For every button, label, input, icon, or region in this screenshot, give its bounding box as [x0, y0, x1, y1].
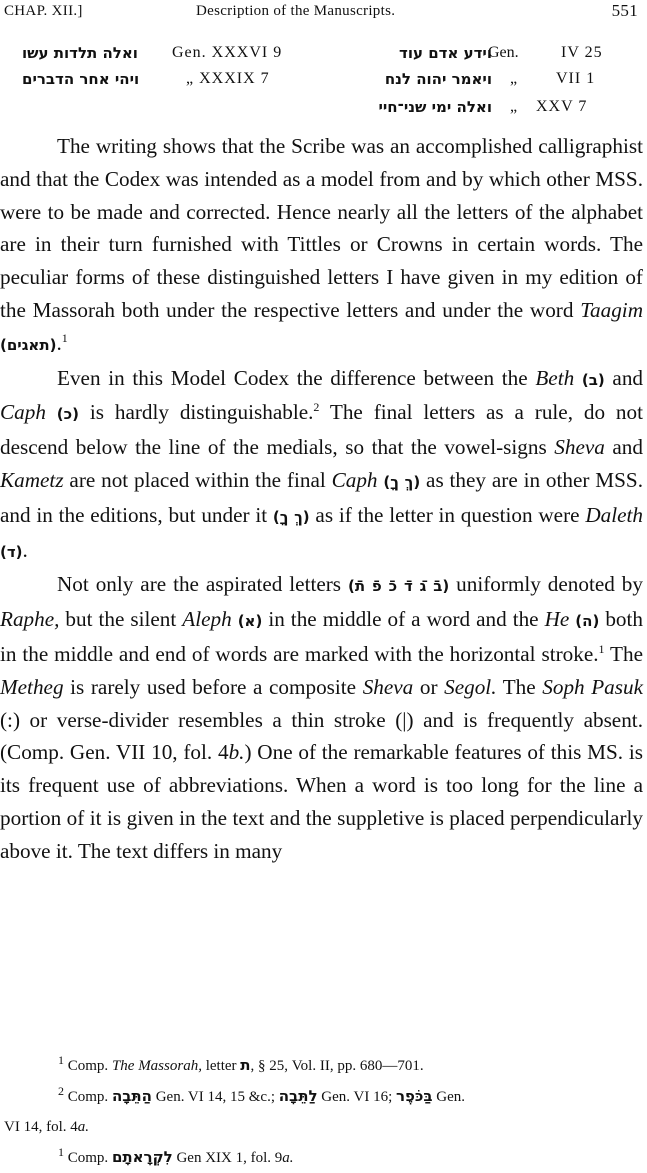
ref-hebrew: ואלה ימי שני־חיי [378, 98, 492, 116]
footnote-continuation: VI 14, fol. 4a. [4, 1119, 89, 1135]
ref-hebrew: ויהי אחר הדברים [22, 70, 140, 88]
running-header [4, 3, 644, 27]
reference-table [0, 42, 647, 126]
ref-number: VII 1 [556, 70, 596, 87]
footnote: $^2$ Comp. הַתֵּבָה Gen. VI 14, 15 &c.; לַתֵּבָה Gen. VI 16; בַּכֹּפֶר Gen. [58, 1084, 466, 1105]
ref-hebrew: וידע אדם עוד [399, 44, 492, 62]
ref-number: IV 25 [561, 44, 603, 61]
ref-hebrew: ואלה תלדות עשו [22, 44, 138, 62]
ref-book: Gen. [488, 44, 519, 61]
ref-book: Gen. XXXVI 9 [172, 44, 283, 61]
paragraph: Even in this Model Codex the difference between the Beth (ב) and Caph (כ) is hardly distinguishable.$^2$ The final letters as a rule, do not descend below the line of the medials, so that the vowel-signs Sheva and Kametz are not placed within the final Caph (ךְ ךָ) as they are in other MSS. and in the editions, but under it (ךְ ךָ) as if the letter in question were Daleth (ד). [0, 365, 644, 562]
footnote-ref: 1 [61, 330, 68, 345]
paragraph: Not only are the aspirated letters (בֿ גֿ דֿ כֿ פֿ תֿ) uniformly denoted by Raphe, but the silent Aleph (א) in the middle of a word and the He (ה) both in the middle and end of words are marked with the horizontal stroke.$^1$ The Metheg is rarely used before a composite Sheva or Segol. The Soph Pasuk (:) or verse-divider resembles a thin stroke (|) and is frequently absent. (Comp. Gen. VII 10, fol. 4b.) One of the remarkable features of this MS. is its frequent use of abbreviations. When a word is too long for the line a portion of it is given in the text and the suppletive is placed perpendicularly above it. The text differs in many [0, 572, 643, 863]
footnote-ref: 1 [598, 641, 605, 656]
footnote: $^1$ Comp. לִקְרָאתָם Gen XIX 1, fol. 9a. [58, 1145, 294, 1166]
ref-ditto: „ [510, 98, 518, 115]
chapter-label: CHAP. XII.] [4, 3, 83, 19]
page-number: 551 [611, 1, 638, 20]
footnotes [0, 1050, 643, 1173]
ref-hebrew: ויאמר יהוה לנח [384, 70, 492, 88]
running-title: Description of the Manuscripts. [196, 3, 396, 19]
main-text [0, 130, 643, 868]
ref-ditto: „ [510, 70, 518, 87]
footnote-ref: 2 [313, 400, 320, 415]
footnote: $^1$ Comp. The Massorah, letter ת, § 25, Vol. II, pp. 680—701. [58, 1053, 424, 1074]
ref-book: „ XXXIX 7 [186, 70, 270, 87]
ref-number: XXV 7 [536, 98, 588, 115]
paragraph: The writing shows that the Scribe was an accomplished calligraphist and that the Codex was intended as a model from and by which other MSS. were to be made and corrected. Hence nearly all the letters of the alphabet are in their turn furnished with Tittles or Crowns in certain words. The peculiar forms of these distinguished letters I have given in my edition of the Massorah both under the respective letters and under the word Taagim (תאגים).$^1$ [0, 134, 643, 355]
